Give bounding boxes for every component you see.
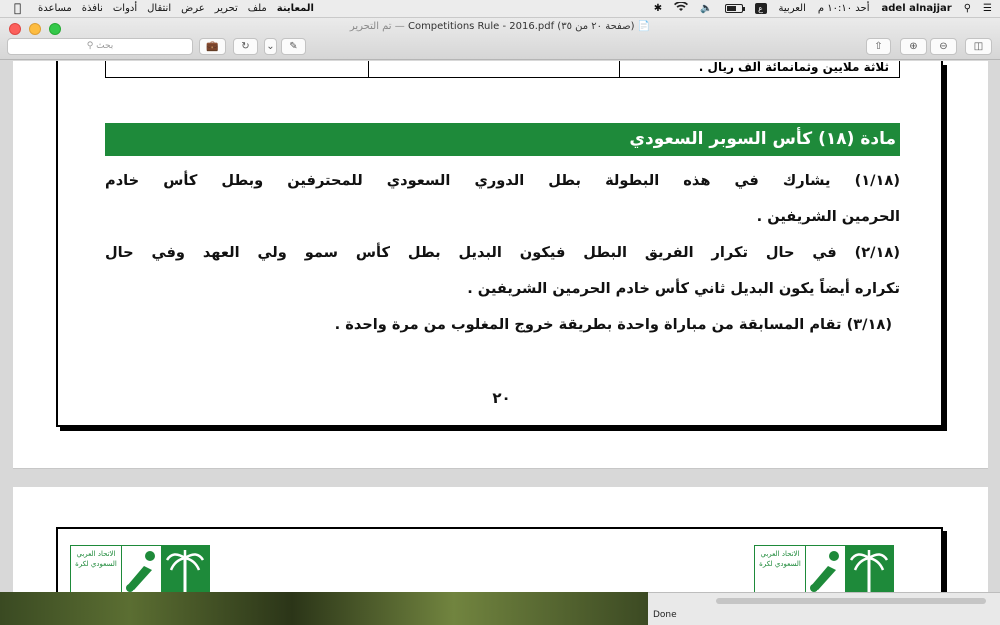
input-language[interactable]: العربية	[778, 3, 806, 14]
logo-text: الاتحاد العربي السعودي لكرة	[75, 550, 117, 568]
sidebar-toggle-button[interactable]: ◫	[965, 38, 992, 55]
pdf-page-21	[13, 487, 988, 607]
page-number: ٢٠	[492, 389, 511, 407]
zoom-out-button[interactable]: ⊖	[930, 38, 957, 55]
bluetooth-icon[interactable]: ✱	[653, 3, 663, 14]
battery-icon[interactable]	[725, 4, 743, 13]
zoom-button[interactable]	[49, 23, 61, 35]
page-border	[56, 61, 943, 427]
app-menus	[38, 3, 314, 14]
spotlight-icon[interactable]: ⚲	[963, 3, 972, 14]
article-heading: مادة (١٨) كأس السوبر السعودي	[105, 123, 900, 156]
battery-level	[727, 6, 737, 11]
window-controls	[9, 23, 61, 35]
markup-dropdown-chevron-icon[interactable]: ⌄	[264, 38, 277, 55]
menu-go[interactable]: انتقال	[147, 3, 172, 14]
table-cell: ثلاثة ملايين وثمانمائة ألف ريال .	[619, 61, 899, 77]
palm-tree-icon	[845, 546, 893, 594]
menu-tools[interactable]: أدوات	[112, 3, 138, 14]
article-body	[105, 163, 900, 343]
pdf-viewport[interactable]	[0, 61, 1000, 607]
text-line: (١/١٨) يشارك في هذه البطولة بطل الدوري السعودي للمحترفين وبطل كأس خادم	[105, 172, 900, 189]
wifi-icon[interactable]	[674, 2, 688, 15]
desktop-background	[0, 592, 648, 625]
text-line: تكراره أيضاً يكون البديل ثاني كأس خادم الحرمين الشريفين .	[467, 280, 900, 297]
volume-icon[interactable]: 🔈	[700, 3, 713, 14]
menu-edit[interactable]: تحرير	[214, 3, 238, 14]
document-icon: 📄	[637, 21, 651, 32]
pdf-page-20	[13, 61, 988, 469]
minimize-button[interactable]	[29, 23, 41, 35]
browser-status-bar	[648, 592, 1000, 625]
markup-pen-button[interactable]: ✎	[281, 38, 306, 55]
notification-icon[interactable]: ☰	[983, 3, 992, 14]
table-cell	[106, 61, 368, 77]
status-text: Done	[653, 610, 677, 620]
horizontal-scrollbar[interactable]	[716, 598, 986, 604]
user-name[interactable]: adel alnajjar	[881, 3, 952, 14]
football-player-icon	[121, 546, 161, 596]
pdf-icon: —	[394, 21, 405, 32]
table-cell	[368, 61, 619, 77]
menu-help[interactable]: مساعدة	[38, 3, 72, 14]
share-button[interactable]: ⇧	[866, 38, 891, 55]
search-placeholder: بحث	[96, 41, 114, 51]
menu-app-name[interactable]: المعاينة	[276, 3, 314, 14]
status-menus	[654, 2, 992, 15]
text-line: الحرمين الشريفين .	[756, 208, 900, 225]
search-input[interactable]	[7, 38, 193, 55]
document-title: Competitions Rule - 2016.pdf (صفحة ٢٠ من ٣٥)	[407, 21, 635, 32]
search-icon: ⚲	[86, 41, 94, 51]
menu-window[interactable]: نافذة	[81, 3, 103, 14]
keyboard-icon[interactable]: ع	[755, 3, 767, 14]
text-line: (٢/١٨) في حال تكرار الفريق البطل فيكون البديل بطل كأس سمو ولي العهد وفي حال	[105, 244, 900, 261]
logo-text: الاتحاد العربي السعودي لكرة	[759, 550, 801, 568]
close-button[interactable]	[9, 23, 21, 35]
zoom-in-button[interactable]: ⊕	[900, 38, 927, 55]
rotate-button[interactable]: ↻	[233, 38, 258, 55]
window-titlebar	[0, 18, 1000, 60]
menu-view[interactable]: عرض	[181, 3, 205, 14]
text-line: (٣/١٨) تقام المسابقة من مباراة واحدة بطريقة خروج المغلوب من مرة واحدة .	[334, 316, 892, 333]
palm-tree-icon	[161, 546, 209, 594]
federation-logo	[754, 545, 894, 595]
federation-logo	[70, 545, 210, 595]
previous-table-row	[105, 61, 900, 78]
edited-label: تم التحرير	[349, 21, 392, 32]
football-player-icon	[805, 546, 845, 596]
window-title[interactable]	[300, 21, 700, 32]
clock[interactable]: أحد ١٠:١٠ م	[817, 3, 870, 14]
menu-file[interactable]: ملف	[247, 3, 267, 14]
menu-bar	[0, 0, 1000, 18]
apple-icon[interactable]	[14, 1, 21, 15]
toolbox-button[interactable]: 💼	[199, 38, 226, 55]
